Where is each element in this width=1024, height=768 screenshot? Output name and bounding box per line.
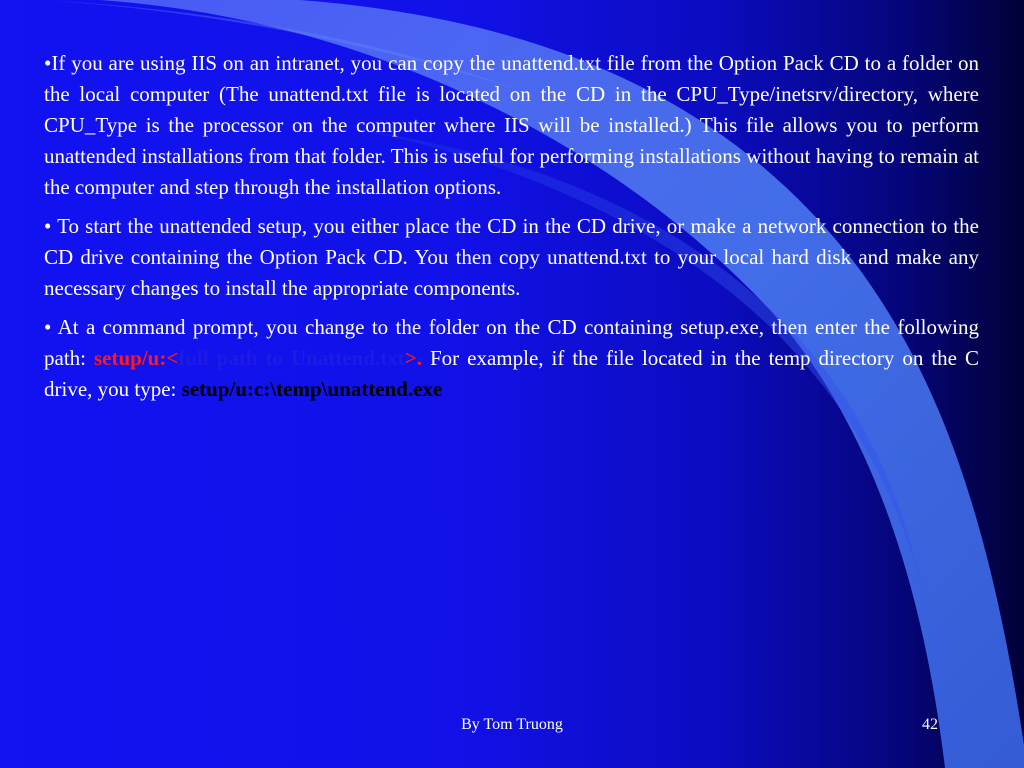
paragraph-start-setup: • To start the unattended setup, you either place the CD in the CD drive, or make a network connection to the CD drive containing the Option Pack CD. You then copy unattend.txt to your local hard disk and make any necessary changes to install the appropriate components. (44, 214, 979, 300)
command-prompt-intro: • At a command prompt, you change to the folder on the CD containing setup.exe, then enter the following path: (44, 315, 979, 370)
paragraph-command-prompt (44, 312, 979, 405)
paragraph-intranet-copy: •If you are using IIS on an intranet, you can copy the unattend.txt file from the Option Pack CD to a folder on the local computer (The unattend.txt file is located on the CD in the CPU_Type/inetsrv/directory, where CPU_Type is the processor on the computer where IIS will be installed.) This file allows you to perform unattended installations from that folder. This is useful for performing installations without having to remain at the computer and step through the installation options. (44, 51, 979, 199)
example-text: For example, if the file located in the temp directory on the C drive, you type: (44, 346, 979, 401)
command-placeholder: full path to Unattend.txt (178, 346, 405, 370)
slide-body (44, 48, 979, 413)
command-suffix: >. (404, 346, 422, 370)
footer-author: By Tom Truong (461, 716, 563, 733)
page-number: 42 (922, 716, 938, 733)
command-prefix: setup/u:< (94, 346, 179, 370)
example-command: setup/u:c:\temp\unattend.exe (181, 377, 443, 401)
